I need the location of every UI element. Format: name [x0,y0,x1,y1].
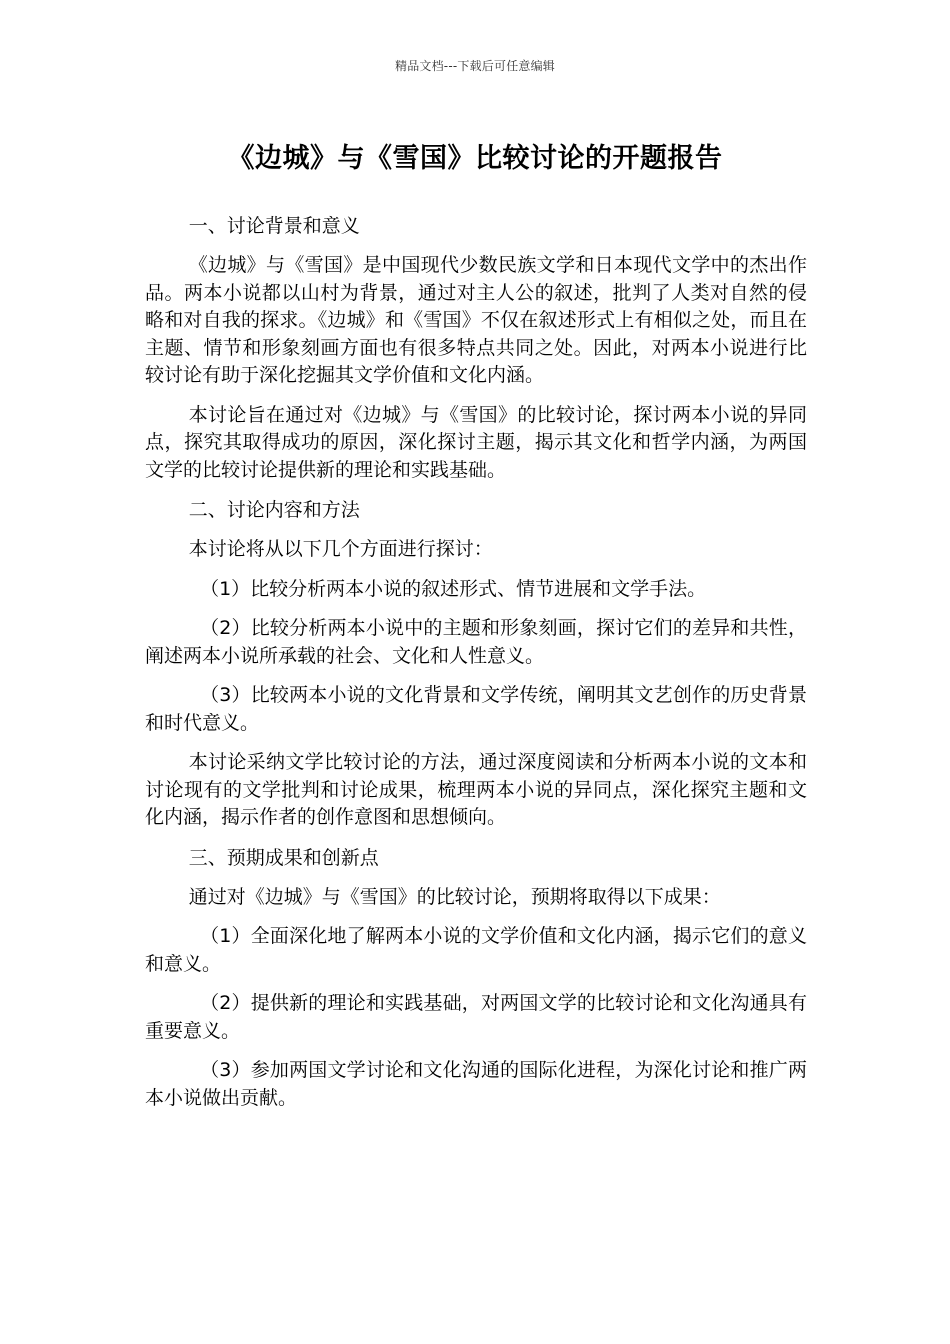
document-title: 《边城》与《雪国》比较讨论的开题报告 [227,143,723,174]
paragraph: 本讨论采纳文学比较讨论的方法，通过深度阅读和分析两本小说的文本和讨论现有的文学批判和讨论成果，梳理两本小说的异同点，深化探究主题和文化内涵，揭示作者的创作意图和思想倾向。 [145,751,807,828]
list-item: （3）参加两国文学讨论和文化沟通的国际化进程，为深化讨论和推广两本小说做出贡献。 [145,1059,807,1109]
list-item: （2）比较分析两本小说中的主题和形象刻画，探讨它们的差异和共性，阐述两本小说所承载的社会、文化和人性意义。 [145,617,807,667]
document-body [145,212,807,1124]
list-item: （1）比较分析两本小说的叙述形式、情节进展和文学手法。 [200,577,707,600]
paragraph: 通过对《边城》与《雪国》的比较讨论，预期将取得以下成果： [188,885,721,908]
list-item: （1）全面深化地了解两本小说的文学价值和文化内涵，揭示它们的意义和意义。 [145,925,807,975]
paragraph: 本讨论旨在通过对《边城》与《雪国》的比较讨论，探讨两本小说的异同点，探究其取得成功的原因，深化探讨主题，揭示其文化和哲学内涵，为两国文学的比较讨论提供新的理论和实践基础。 [145,403,807,481]
paragraph: 本讨论将从以下几个方面进行探讨： [188,538,493,560]
page-header-watermark: 精品文档---下载后可任意编辑 [395,59,555,73]
section-heading-expected-results: 三、预期成果和创新点 [188,846,379,869]
list-item: （3）比较两本小说的文化背景和文学传统，阐明其文艺创作的历史背景和时代意义。 [145,684,807,734]
list-item: （2）提供新的理论和实践基础，对两国文学的比较讨论和文化沟通具有重要意义。 [145,992,807,1042]
paragraph: 《边城》与《雪国》是中国现代少数民族文学和日本现代文学中的杰出作品。两本小说都以山村为背景，通过对主人公的叙述，批判了人类对自然的侵略和对自我的探求。《边城》和《雪国》不仅在叙述形式上有相似之处，而且在主题、情节和形象刻画方面也有很多特点共同之处。因此，对两本小说进行比较讨论有助于深化挖掘其文学价值和文化内涵。 [145,254,807,386]
section-heading-content-methods: 二、讨论内容和方法 [188,499,360,521]
section-heading-background: 一、讨论背景和意义 [188,215,360,237]
